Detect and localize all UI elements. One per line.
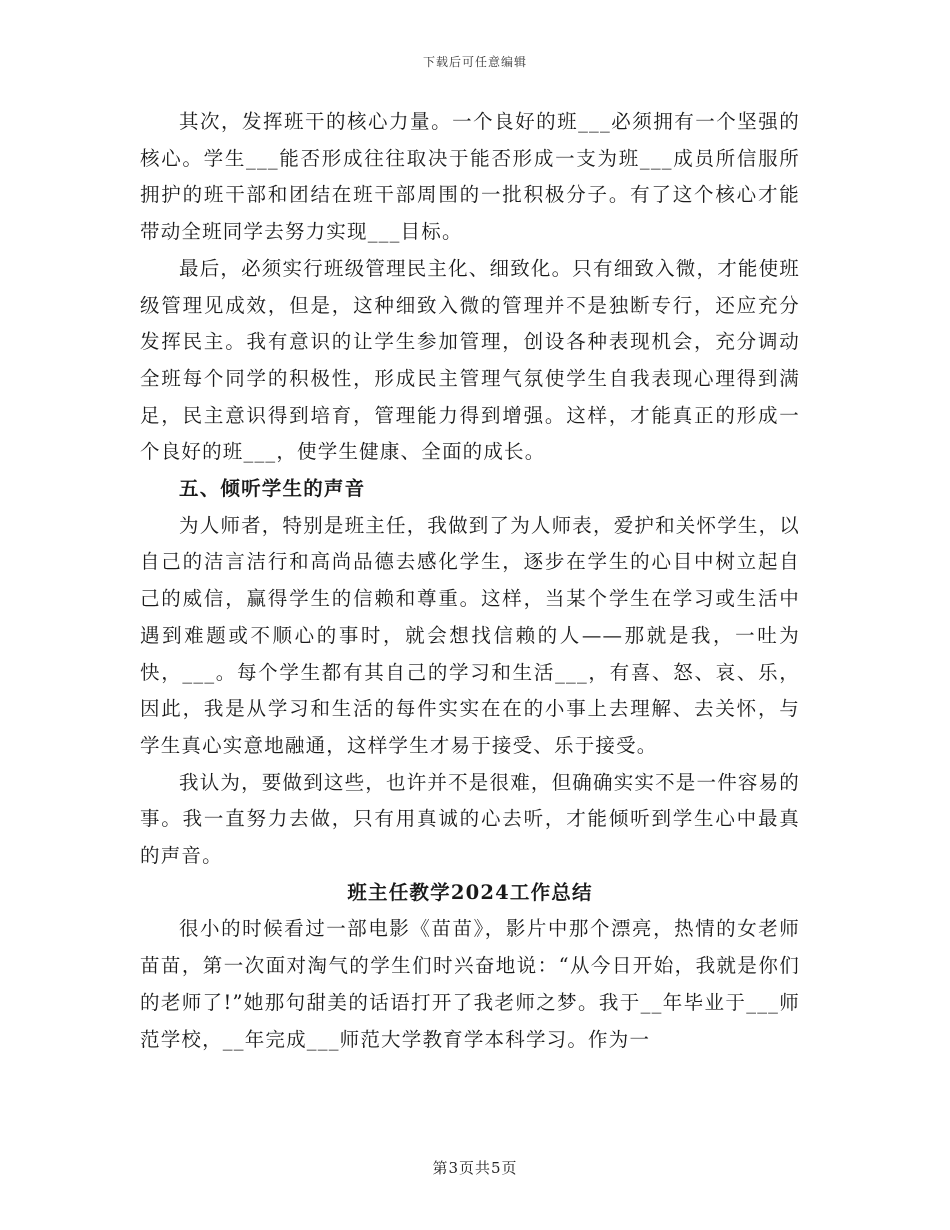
paragraph-teacher-role: 为人师者，特别是班主任，我做到了为人师表，爱护和关怀学生，以自己的洁言洁行和高尚品德去感化学生，逐步在学生的心目中树立起自己的威信，赢得学生的信赖和尊重。这样，当某个学生在学习或生活中遇到难题或不顺心的事时，就会想找信赖的人——那就是我，一吐为快，___。每个学生都有其自己的学习和生活___，有喜、怒、哀、乐，因此，我是从学习和生活的每件实实在在的小事上去理解、去关怀，与学生真心实意地融通，这样学生才易于接受、乐于接受。 xyxy=(140,513,801,757)
header-note: 下载后可任意编辑 xyxy=(422,55,527,69)
paragraph-conclusion: 我认为，要做到这些，也许并不是很难，但确确实实不是一件容易的事。我一直努力去做，只有用真诚的心去听，才能倾听到学生心中最真的声音。 xyxy=(140,770,801,868)
paragraph-democratic-management: 最后，必须实行班级管理民主化、细致化。只有细致入微，才能使班级管理见成效，但是，这种细致入微的管理并不是独断专行，还应充分发挥民主。我有意识的让学生参加管理，创设各种表现机会，充分调动全班每个同学的积极性，形成民主管理气氛使学生自我表现心理得到满足，民主意识得到培育，管理能力得到增强。这样，才能真正的形成一个良好的班___，使学生健康、全面的成长。 xyxy=(140,256,801,464)
section-heading-listen: 五、倾听学生的声音 xyxy=(179,477,366,501)
document-title: 班主任教学2024工作总结 xyxy=(347,880,593,904)
paragraph-intro-memory: 很小的时候看过一部电影《苗苗》，影片中那个漂亮，热情的女老师苗苗，第一次面对淘气的学生们时兴奋地说：“从今日开始，我就是你们的老师了!”她那句甜美的话语打开了我老师之梦。我于__年毕业于___师范学校，__年完成___师范大学教育学本科学习。作为一 xyxy=(140,917,800,1051)
paragraph-class-core: 其次，发挥班干的核心力量。一个良好的班___必须拥有一个坚强的核心。学生___能否形成往往取决于能否形成一支为班___成员所信服所拥护的班干部和团结在班干部周围的一批积极分子。有了这个核心才能带动全班同学去努力实现___目标。 xyxy=(140,110,800,244)
document-body xyxy=(140,104,800,1058)
page-footer: 第3页共5页 xyxy=(432,1159,518,1177)
